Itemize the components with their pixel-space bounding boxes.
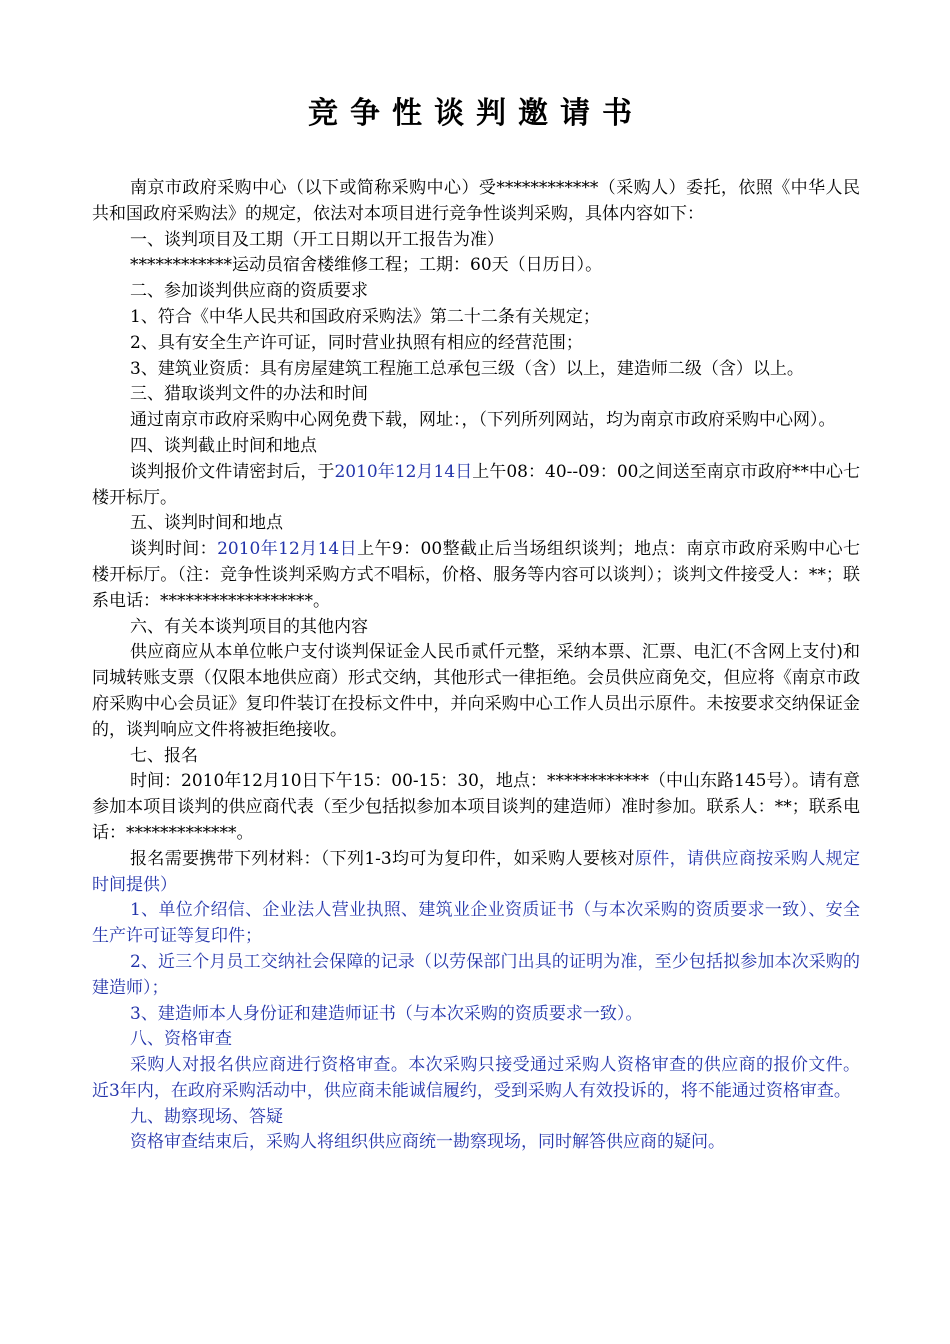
text-segment: 四、谈判截止时间和地点 [130, 435, 317, 456]
text-segment: 谈判报价文件请密封后，于 [130, 461, 335, 482]
paragraph [92, 176, 860, 228]
paragraph [92, 305, 860, 331]
document-title: 竞争性谈判邀请书 [308, 96, 644, 131]
text-segment: 五、谈判时间和地点 [130, 513, 283, 534]
paragraph [92, 1002, 860, 1028]
text-segment: 上午9：00整截止后当场组织谈判；地点：南京市政府采购中心七楼开标厅。（注：竞争性谈判采购方式不唱标，价格、服务等内容可以谈判）；谈判文件接受人：**；联系电话：******************。 [92, 539, 861, 611]
highlighted-text: 2010年12月14日 [334, 461, 473, 482]
paragraph [92, 434, 860, 460]
paragraph [92, 408, 860, 434]
paragraph [92, 1027, 860, 1053]
highlighted-text: 2010年12月14日 [217, 539, 358, 560]
paragraph [92, 1053, 860, 1105]
paragraph [92, 382, 860, 408]
text-segment: 1、符合《中华人民共和国政府采购法》第二十二条有关规定； [130, 306, 600, 327]
paragraph [92, 228, 860, 254]
paragraph [92, 253, 860, 279]
paragraph [92, 1105, 860, 1131]
paragraph [92, 744, 860, 770]
paragraph [92, 511, 860, 537]
text-segment: 一、谈判项目及工期（开工日期以开工报告为准） [130, 229, 504, 250]
paragraph [92, 950, 860, 1002]
highlighted-text: 2、近三个月员工交纳社会保障的记录（以劳保部门出具的证明为准，至少包括拟参加本次采购的建造师）； [92, 951, 860, 998]
paragraph [92, 847, 860, 899]
paragraph [92, 331, 860, 357]
highlighted-text: 资格审查结束后，采购人将组织供应商统一勘察现场，同时解答供应商的疑问。 [130, 1132, 725, 1153]
text-segment: 报名需要携带下列材料：（下列1-3均可为复印件，如采购人要核对 [130, 848, 635, 869]
paragraph [92, 640, 860, 743]
highlighted-text: 原件，请供应商按采购人规定时间提供） [92, 848, 861, 895]
document-body [92, 176, 860, 1156]
text-segment: 供应商应从本单位帐户支付谈判保证金人民币贰仟元整，采纳本票、汇票、电汇(不含网上支付)和同城转账支票（仅限本地供应商）形式交纳，其他形式一律拒绝。会员供应商免交，但应将《南京市政府采购中心会员证》复印件装订在投标文件中，并向采购中心工作人员出示原件。未按要求交纳保证金的，谈判响应文件将被拒绝接收。 [92, 642, 860, 740]
paragraph [92, 769, 860, 846]
paragraph [92, 537, 860, 614]
highlighted-text: 采购人对报名供应商进行资格审查。本次采购只接受通过采购人资格审查的供应商的报价文件。近3年内，在政府采购活动中，供应商未能诚信履约，受到采购人有效投诉的，将不能通过资格审查。 [92, 1055, 860, 1101]
text-segment: 3、建筑业资质：具有房屋建筑工程施工总承包三级（含）以上，建造师二级（含）以上。 [130, 358, 804, 379]
highlighted-text: 八、资格审查 [130, 1029, 232, 1050]
text-segment: ************运动员宿舍楼维修工程；工期：60天（日历日）。 [130, 255, 603, 276]
text-segment: 六、有关本谈判项目的其他内容 [130, 616, 368, 637]
highlighted-text: 3、建造师本人身份证和建造师证书（与本次采购的资质要求一致）。 [130, 1003, 643, 1024]
text-segment: 南京市政府采购中心（以下或简称采购中心）受************（采购人）委托，依照《中华人民共和国政府采购法》的规定，依法对本项目进行竞争性谈判采购，具体内容如下： [92, 178, 860, 224]
paragraph [92, 1130, 860, 1156]
paragraph [92, 279, 860, 305]
paragraph [92, 460, 860, 512]
highlighted-text: 1、单位介绍信、企业法人营业执照、建筑业企业资质证书（与本次采购的资质要求一致）、安全生产许可证等复印件； [92, 900, 860, 947]
text-segment: 七、报名 [130, 745, 198, 766]
paragraph [92, 898, 860, 950]
text-segment: 2、具有安全生产许可证，同时营业执照有相应的经营范围； [130, 332, 583, 353]
paragraph [92, 357, 860, 383]
text-segment: 谈判时间： [130, 539, 218, 560]
text-segment: 时间：2010年12月10日下午15：00-15：30，地点：************（中山东路145号）。请有意参加本项目谈判的供应商代表（至少包括拟参加本项目谈判的建造师）准时参加。联系人：**；联系电话：*************。 [92, 771, 860, 843]
text-segment: 三、猎取谈判文件的办法和时间 [130, 384, 368, 405]
text-segment: 二、参加谈判供应商的资质要求 [130, 281, 368, 302]
text-segment: 上午08：40--09：00之间送至南京市政府**中心七楼开标厅。 [92, 461, 861, 508]
paragraph [92, 615, 860, 641]
highlighted-text: 九、勘察现场、答疑 [130, 1106, 283, 1127]
text-segment: 通过南京市政府采购中心网免费下载，网址：，（下列所列网站，均为南京市政府采购中心网）。 [130, 410, 836, 431]
